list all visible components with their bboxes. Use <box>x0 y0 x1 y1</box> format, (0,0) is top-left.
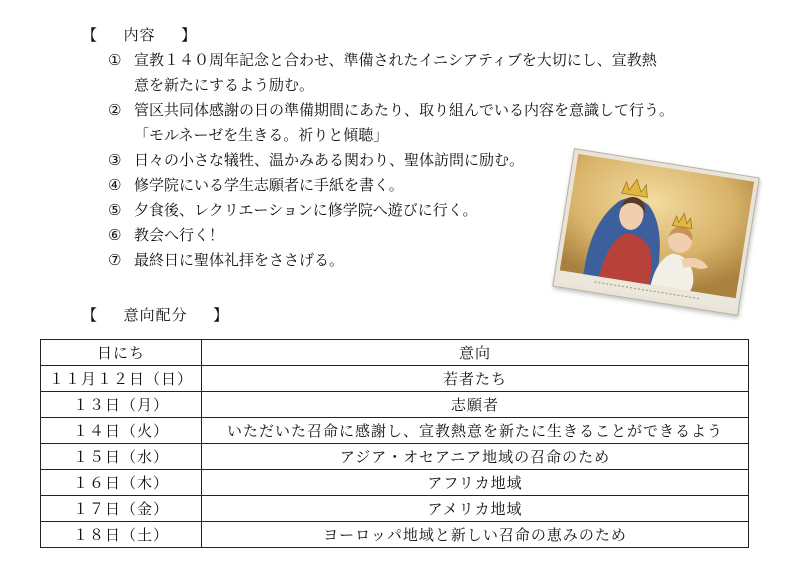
table-row <box>41 392 749 418</box>
table-row <box>41 366 749 392</box>
list-item-line: 修学院にいる学生志願者に手紙を書く。 <box>134 176 404 194</box>
content-section-heading <box>82 24 197 45</box>
table-cell-intention: アメリカ地域 <box>202 496 749 522</box>
table-header-intention: 意向 <box>202 340 749 366</box>
list-item-line: 管区共同体感謝の日の準備期間にあたり、取り組んでいる内容を意識して行う。 <box>134 101 675 119</box>
table-cell-date: １７日（金） <box>41 496 202 522</box>
heading-bracket-close: 】 <box>213 306 230 324</box>
list-item-line: 夕食後、レクリエーションに修学院へ遊びに行く。 <box>134 201 478 219</box>
list-item <box>108 98 748 148</box>
intention-section-heading <box>82 304 229 325</box>
list-item-number: ⑤ <box>108 201 122 219</box>
heading-bracket-open: 【 <box>82 26 99 44</box>
intention-heading-title: 意向配分 <box>123 306 188 324</box>
list-item-number: ⑥ <box>108 226 122 244</box>
table-row <box>41 444 749 470</box>
table-cell-intention: いただいた召命に感謝し、宣教熱意を新たに生きることができるよう <box>202 418 749 444</box>
list-item <box>108 48 748 98</box>
table-header-row <box>41 340 749 366</box>
table-cell-date: １１月１２日（日） <box>41 366 202 392</box>
table-cell-intention: 若者たち <box>202 366 749 392</box>
table-cell-date: １８日（土） <box>41 522 202 548</box>
list-item-number: ⑦ <box>108 251 122 269</box>
list-item-line: 宣教１４０周年記念と合わせ、準備されたイニシアティブを大切にし、宣教熱 <box>134 51 657 69</box>
table-cell-date: １３日（月） <box>41 392 202 418</box>
table-cell-intention: ヨーロッパ地域と新しい召命の恵みのため <box>202 522 749 548</box>
table-row <box>41 522 749 548</box>
list-item-number: ① <box>108 51 122 69</box>
list-item-number: ③ <box>108 151 122 169</box>
list-item-line: 日々の小さな犠牲、温かみある関わり、聖体訪問に励む。 <box>134 151 525 169</box>
intention-table <box>40 339 749 548</box>
table-cell-intention: アジア・オセアニア地域の召命のため <box>202 444 749 470</box>
table-cell-date: １４日（火） <box>41 418 202 444</box>
table-cell-intention: 志願者 <box>202 392 749 418</box>
table-header-date: 日にち <box>41 340 202 366</box>
list-item-line: 意を新たにするよう励む。 <box>134 76 315 94</box>
list-item-line: 「モルネーゼを生きる。祈りと傾聴」 <box>134 126 389 144</box>
table-row <box>41 496 749 522</box>
heading-bracket-open: 【 <box>82 306 99 324</box>
table-cell-date: １６日（木） <box>41 470 202 496</box>
list-item-line: 最終日に聖体礼拝をささげる。 <box>134 251 345 269</box>
list-item-number: ④ <box>108 176 122 194</box>
holy-card-illustration <box>553 149 758 314</box>
table-row <box>41 470 749 496</box>
table-cell-date: １５日（水） <box>41 444 202 470</box>
table-cell-intention: アフリカ地域 <box>202 470 749 496</box>
list-item-number: ② <box>108 101 122 119</box>
list-item-line: 教会へ行く！ <box>134 226 225 244</box>
heading-bracket-close: 】 <box>181 26 198 44</box>
table-row <box>41 418 749 444</box>
madonna-and-child-holy-card-icon <box>552 148 760 316</box>
content-heading-title: 内容 <box>123 26 156 44</box>
